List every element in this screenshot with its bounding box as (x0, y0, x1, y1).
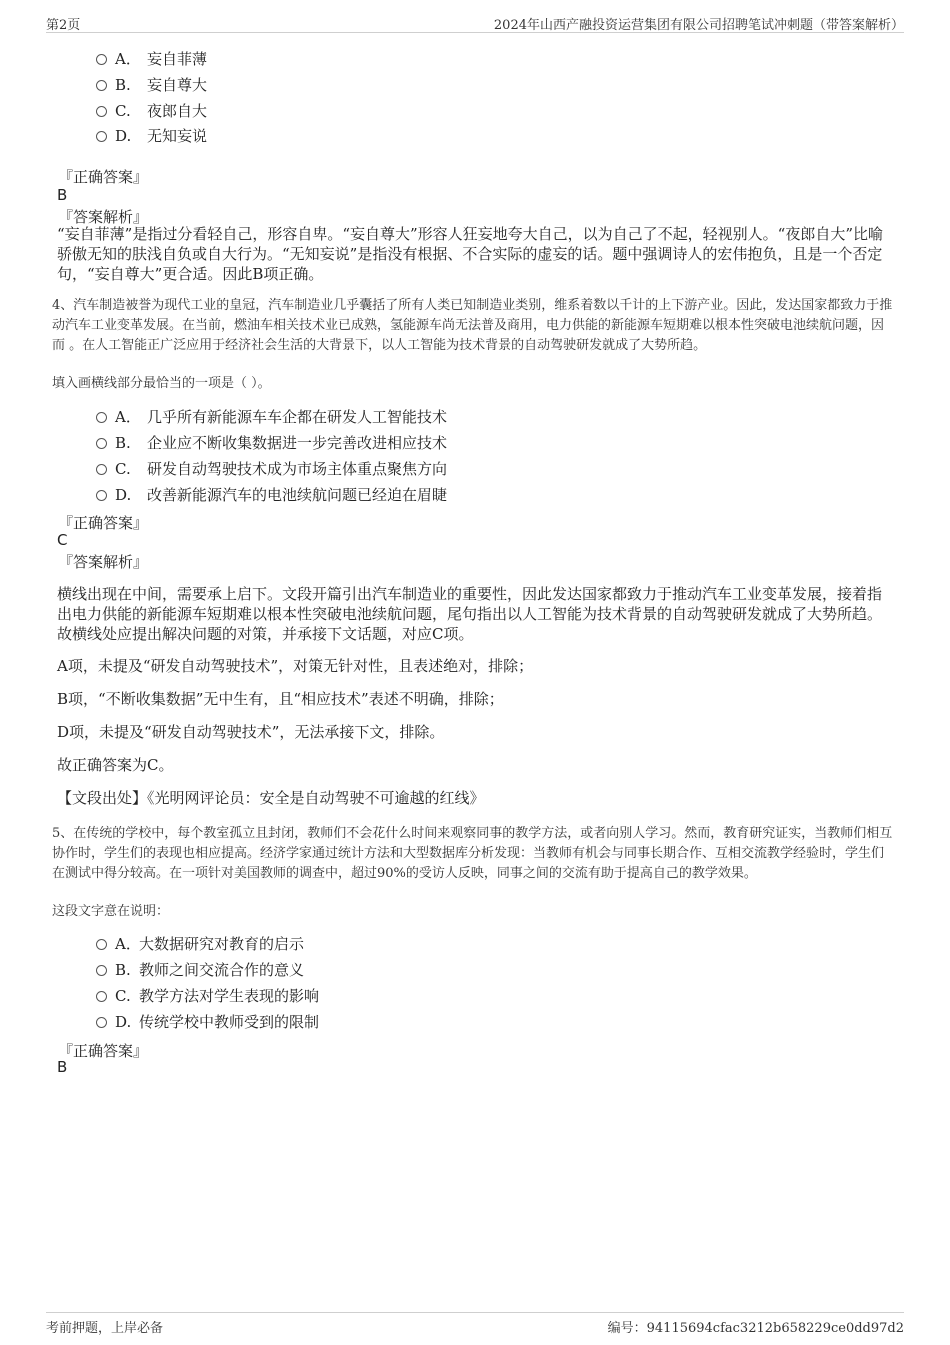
question-5-prompt: 这段文字意在说明： (52, 904, 170, 919)
analysis-option-b: B项，“不断收集数据”无中生有，且“相应技术”表述不明确，排除； (57, 690, 504, 708)
analysis-text: 横线出现在中间，需要承上启下。文段开篇引出汽车制造业的重要性，因此发达国家都致力于推动汽车工业变革发展，接着指出电力供能的新能源车短期难以根本性突破电池续航问题，尾句指出以人工智能为技术背景的自动驾驶研发就成了大势所趋。故横线处应提出解决问题的对策，并承接下文话题，对应C项。 (57, 585, 883, 643)
radio-icon[interactable] (96, 991, 107, 1002)
radio-icon[interactable] (96, 939, 107, 950)
question-4-text: 4、汽车制造被誉为现代工业的皇冠，汽车制造业几乎囊括了所有人类已知制造业类别，维系着数以千计的上下游产业。因此，发达国家都致力于推动汽车工业变革发展。在当前，燃油车相关技术业已成熟，氢能源车尚无法普及商用，电力供能的新能源车短期难以根本性突破电池续航问题，因而 。在人工智能正广泛应用于经济社会生活的大背景下，以人工智能为技术背景的自动驾驶研发就成了大势所趋。 (52, 298, 893, 353)
option-a[interactable]: A．大数据研究对教育的启示 (96, 933, 304, 954)
option-c[interactable]: C. 教学方法对学生表现的影响 (96, 985, 319, 1006)
page-footer (46, 1312, 904, 1339)
radio-icon[interactable] (96, 965, 107, 976)
option-b[interactable]: B. 妄自尊大 (96, 74, 207, 95)
analysis-label: 『答案解析』 (58, 208, 149, 226)
analysis-option-a: A项，未提及“研发自动驾驶技术”，对策无针对性，且表述绝对，排除； (57, 657, 534, 675)
answer-value: C (57, 531, 68, 549)
radio-icon[interactable] (96, 1017, 107, 1028)
answer-label: 『正确答案』 (58, 514, 149, 532)
radio-icon[interactable] (96, 438, 107, 449)
radio-icon[interactable] (96, 464, 107, 475)
question-5-text: 5、在传统的学校中，每个教室孤立且封闭，教师们不会花什么时间来观察同事的教学方法，或者向别人学习。然而，教育研究证实，当教师们相互协作时，学生们的表现也相应提高。经济学家通过统计方法和大型数据库分析发现：当教师有机会与同事长期合作、互相交流教学经验时，学生们在测试中得分较高。在一项针对美国教师的调查中，超过90%的受访人反映，同事之间的交流有助于提高自己的教学效果。 (52, 826, 893, 881)
passage-source: 【文段出处】《光明网评论员：安全是自动驾驶不可逾越的红线》 (57, 789, 485, 807)
page-header (46, 12, 904, 33)
footer-slogan: 考前押题，上岸必备 (46, 1321, 164, 1336)
option-d[interactable]: D. 传统学校中教师受到的限制 (96, 1011, 319, 1032)
analysis-conclusion: 故正确答案为C。 (57, 756, 174, 774)
radio-icon[interactable] (96, 412, 107, 423)
option-c[interactable]: C. 研发自动驾驶技术成为市场主体重点聚焦方向 (96, 458, 447, 479)
answer-label: 『正确答案』 (58, 168, 149, 186)
option-b[interactable]: B. 企业应不断收集数据进一步完善改进相应技术 (96, 432, 447, 453)
analysis-text: “妄自菲薄”是指过分看轻自己，形容自卑。“妄自尊大”形容人狂妄地夸大自己，以为自己了不起，轻视别人。“夜郎自大”比喻骄傲无知的肤浅自负或自大行为。“无知妄说”是指没有根据、不合实际的虚妄的话。题中强调诗人的宏伟抱负，且是一个否定句，“妄自尊大”更合适。因此B项正确。 (57, 225, 884, 283)
radio-icon[interactable] (96, 490, 107, 501)
radio-icon[interactable] (96, 54, 107, 65)
option-a[interactable]: A． 妄自菲薄 (96, 48, 207, 69)
radio-icon[interactable] (96, 80, 107, 91)
option-d[interactable]: D. 无知妄说 (96, 125, 207, 146)
radio-icon[interactable] (96, 106, 107, 117)
answer-value: B (57, 1058, 68, 1076)
option-b[interactable]: B. 教师之间交流合作的意义 (96, 959, 304, 980)
option-a[interactable]: A． 几乎所有新能源车车企都在研发人工智能技术 (96, 406, 447, 427)
option-d[interactable]: D. 改善新能源汽车的电池续航问题已经迫在眉睫 (96, 484, 447, 505)
radio-icon[interactable] (96, 131, 107, 142)
document-id: 编号：94115694cfac3212b658229ce0dd97d2 (607, 1321, 904, 1336)
document-title: 2024年山西产融投资运营集团有限公司招聘笔试冲刺题（带答案解析） (493, 18, 904, 33)
page-number: 第2页 (46, 18, 81, 33)
answer-value: B (57, 186, 68, 204)
question-4-prompt: 填入画横线部分最恰当的一项是（ ）。 (52, 376, 271, 391)
answer-label: 『正确答案』 (58, 1042, 149, 1060)
option-c[interactable]: C. 夜郎自大 (96, 100, 207, 121)
analysis-option-d: D项，未提及“研发自动驾驶技术”，无法承接下文，排除。 (57, 723, 445, 741)
analysis-label: 『答案解析』 (58, 553, 149, 571)
